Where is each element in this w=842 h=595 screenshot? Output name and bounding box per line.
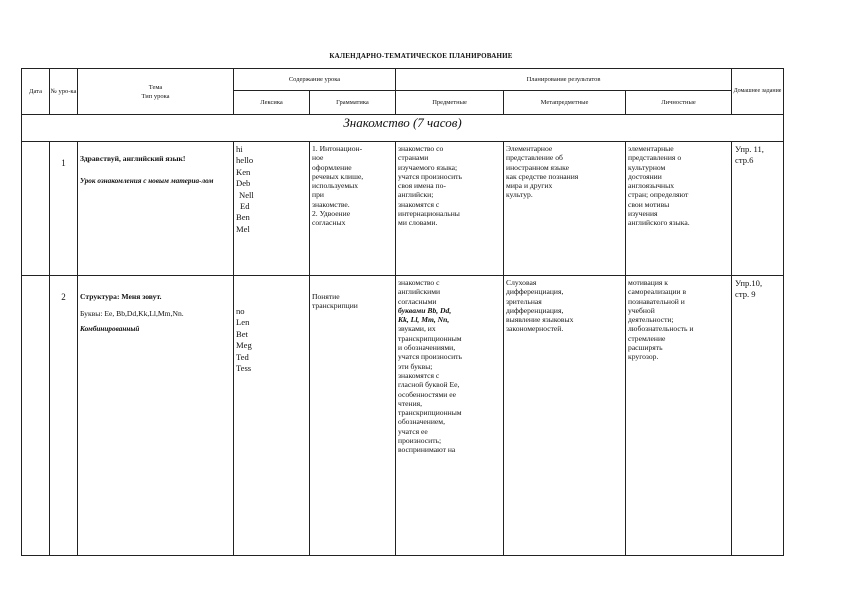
metasubject-line: Элементарное: [506, 144, 553, 153]
plan-table: [21, 68, 784, 556]
subject-line: изучаемого языка;: [398, 162, 458, 172]
topic-title: Структура: Меня зовут.: [80, 292, 162, 301]
personal-line: кругозор.: [628, 352, 659, 362]
vocabulary-cell: [234, 142, 310, 276]
metasubject-line: культур.: [506, 190, 533, 200]
subject-line: эти буквы;: [398, 361, 433, 371]
personal-line: любознательность и: [628, 324, 694, 334]
personal-line: англоязычных: [628, 181, 674, 191]
lesson-type: Комбинированный: [80, 324, 140, 333]
metasubject-line: дифференциация,: [506, 287, 564, 297]
header-homework: Домашнее задание: [732, 69, 784, 115]
vocab-item: Ken: [236, 166, 251, 177]
metasubject-line: представление об: [506, 153, 563, 163]
personal-line: познавательной и: [628, 296, 685, 306]
grammar-line: речевых клише,: [312, 171, 364, 181]
date-cell: [22, 142, 50, 276]
vocab-item: hello: [236, 155, 254, 166]
topic-title: Здравствуй, английский язык!: [80, 154, 186, 163]
table-row: [22, 276, 784, 556]
topic-cell: [78, 142, 234, 276]
metasubject-line: иностранном языке: [506, 162, 570, 172]
metasubject-results-cell: [504, 276, 626, 556]
grammar-line: ное: [312, 153, 324, 163]
vocab-item: Tess: [236, 363, 252, 374]
subject-results-cell: [396, 276, 504, 556]
lesson-number: 2: [50, 276, 78, 556]
metasubject-line: зрительная: [506, 296, 542, 306]
personal-line: стран; определяют: [628, 190, 689, 200]
personal-results-cell: [626, 142, 732, 276]
vocab-item: Meg: [236, 340, 252, 351]
metasubject-line: дифференциация,: [506, 305, 564, 315]
personal-line: изучения: [628, 209, 658, 219]
header-lesson-type-label: Тип урока: [141, 92, 170, 100]
subject-line: английски;: [398, 190, 434, 200]
grammar-cell: [310, 276, 396, 556]
personal-line: стремление: [628, 333, 666, 343]
topic-cell: [78, 276, 234, 556]
homework-cell: [732, 142, 784, 276]
vocab-item: Bet: [236, 328, 248, 339]
subject-line: буквами Bb, Dd,: [398, 305, 452, 315]
header-subject: Предметные: [396, 91, 504, 115]
header-vocabulary: Лексика: [234, 91, 310, 115]
personal-line: английского языка.: [628, 218, 690, 228]
grammar-line: Понятие: [312, 292, 340, 301]
homework-line: Упр. 11,: [735, 144, 764, 154]
personal-line: представления о: [628, 153, 682, 163]
subject-line: Kk, Ll, Mm, Nn,: [398, 315, 450, 325]
personal-line: достоянии: [628, 171, 662, 181]
document-title: КАЛЕНДАРНО-ТЕМАТИЧЕСКОЕ ПЛАНИРОВАНИЕ: [329, 52, 513, 60]
subject-line: знакомство с: [398, 278, 440, 287]
subject-line: своя имена по-: [398, 181, 446, 191]
vocab-item: Mel: [236, 223, 250, 234]
subject-line: интернациональны: [398, 209, 460, 219]
vocab-item: Nell: [239, 189, 254, 200]
personal-line: деятельности;: [628, 315, 674, 325]
subject-line: произносить;: [398, 436, 442, 446]
grammar-line: при: [312, 190, 324, 200]
section-title: Знакомство (7 часов): [22, 115, 784, 142]
grammar-line: используемых: [312, 181, 359, 191]
subject-line: английскими: [398, 287, 441, 297]
header-grammar: Грамматика: [310, 91, 396, 115]
vocabulary-cell: [234, 276, 310, 556]
metasubject-line: мира и других: [506, 181, 553, 191]
vocab-item: Len: [236, 317, 250, 328]
subject-line: учатся ее: [398, 426, 428, 436]
grammar-line: транскрипции: [312, 301, 358, 311]
header-metasubject: Метапредметные: [504, 91, 626, 115]
date-cell: [22, 276, 50, 556]
subject-line: транскрипционным: [398, 408, 462, 418]
subject-line: воспринимают на: [398, 445, 456, 455]
header-date: Дата: [22, 69, 50, 115]
personal-line: свои мотивы: [628, 199, 670, 209]
vocab-item: Deb: [236, 178, 251, 189]
header-lesson-number: № уро-ка: [50, 69, 78, 115]
personal-results-cell: [626, 276, 732, 556]
personal-line: учебной: [628, 305, 655, 315]
grammar-line: 2. Удвоение: [312, 209, 351, 219]
grammar-line: согласных: [312, 218, 346, 228]
personal-line: мотивация к: [628, 278, 668, 287]
homework-line: Упр.10,: [735, 278, 763, 288]
header-personal: Личностные: [626, 91, 732, 115]
header-planning: Планирование результатов: [396, 69, 732, 91]
homework-cell: [732, 276, 784, 556]
vocab-item: no: [236, 306, 245, 316]
personal-line: элементарные: [628, 144, 674, 153]
subject-line: обозначением,: [398, 417, 445, 427]
grammar-line: знакомстве.: [312, 199, 350, 209]
grammar-line: 1. Интонацион-: [312, 144, 363, 153]
metasubject-line: как средстве познания: [506, 171, 579, 181]
subject-line: чтения,: [398, 398, 423, 408]
header-topic: [78, 69, 234, 115]
subject-line: особенностями ее: [398, 389, 457, 399]
letters-line: Буквы: Ee, Bb,Dd,Kk,Ll,Mm,Nn.: [80, 309, 184, 319]
subject-line: и обозначениями,: [398, 343, 456, 353]
grammar-cell: [310, 142, 396, 276]
personal-line: культурном: [628, 162, 666, 172]
metasubject-line: Слуховая: [506, 278, 537, 287]
personal-line: расширять: [628, 343, 663, 353]
metasubject-line: выявление языковых: [506, 315, 574, 325]
table-row: [22, 142, 784, 276]
subject-line: гласной буквой Ee,: [398, 380, 460, 390]
header-topic-label: Тема: [148, 83, 163, 91]
subject-line: согласными: [398, 296, 437, 306]
personal-line: самореализации в: [628, 287, 687, 297]
vocab-item: Ben: [236, 212, 250, 223]
subject-line: учатся произносить: [398, 352, 462, 362]
header-content: Содержание урока: [234, 69, 396, 91]
subject-line: знакомство со: [398, 144, 444, 153]
homework-line: стр.6: [735, 155, 754, 166]
vocab-item: Ted: [236, 351, 249, 362]
lesson-type: Урок ознакомления с новым материа-лом: [80, 177, 214, 186]
subject-line: транскрипционным: [398, 333, 462, 343]
grammar-line: оформление: [312, 162, 352, 172]
subject-line: учатся произносить: [398, 171, 462, 181]
metasubject-line: закономерностей.: [506, 324, 564, 334]
subject-results-cell: [396, 142, 504, 276]
subject-line: знакомятся с: [398, 370, 440, 380]
subject-line: странами: [398, 153, 429, 163]
vocab-item: Ed: [240, 201, 250, 212]
subject-line: знакомятся с: [398, 199, 440, 209]
metasubject-results-cell: [504, 142, 626, 276]
subject-line: ми словами.: [398, 218, 438, 228]
homework-line: стр. 9: [735, 289, 756, 300]
vocab-item: hi: [236, 144, 243, 154]
lesson-number: 1: [50, 142, 78, 276]
subject-line: звуками, их: [398, 324, 436, 334]
